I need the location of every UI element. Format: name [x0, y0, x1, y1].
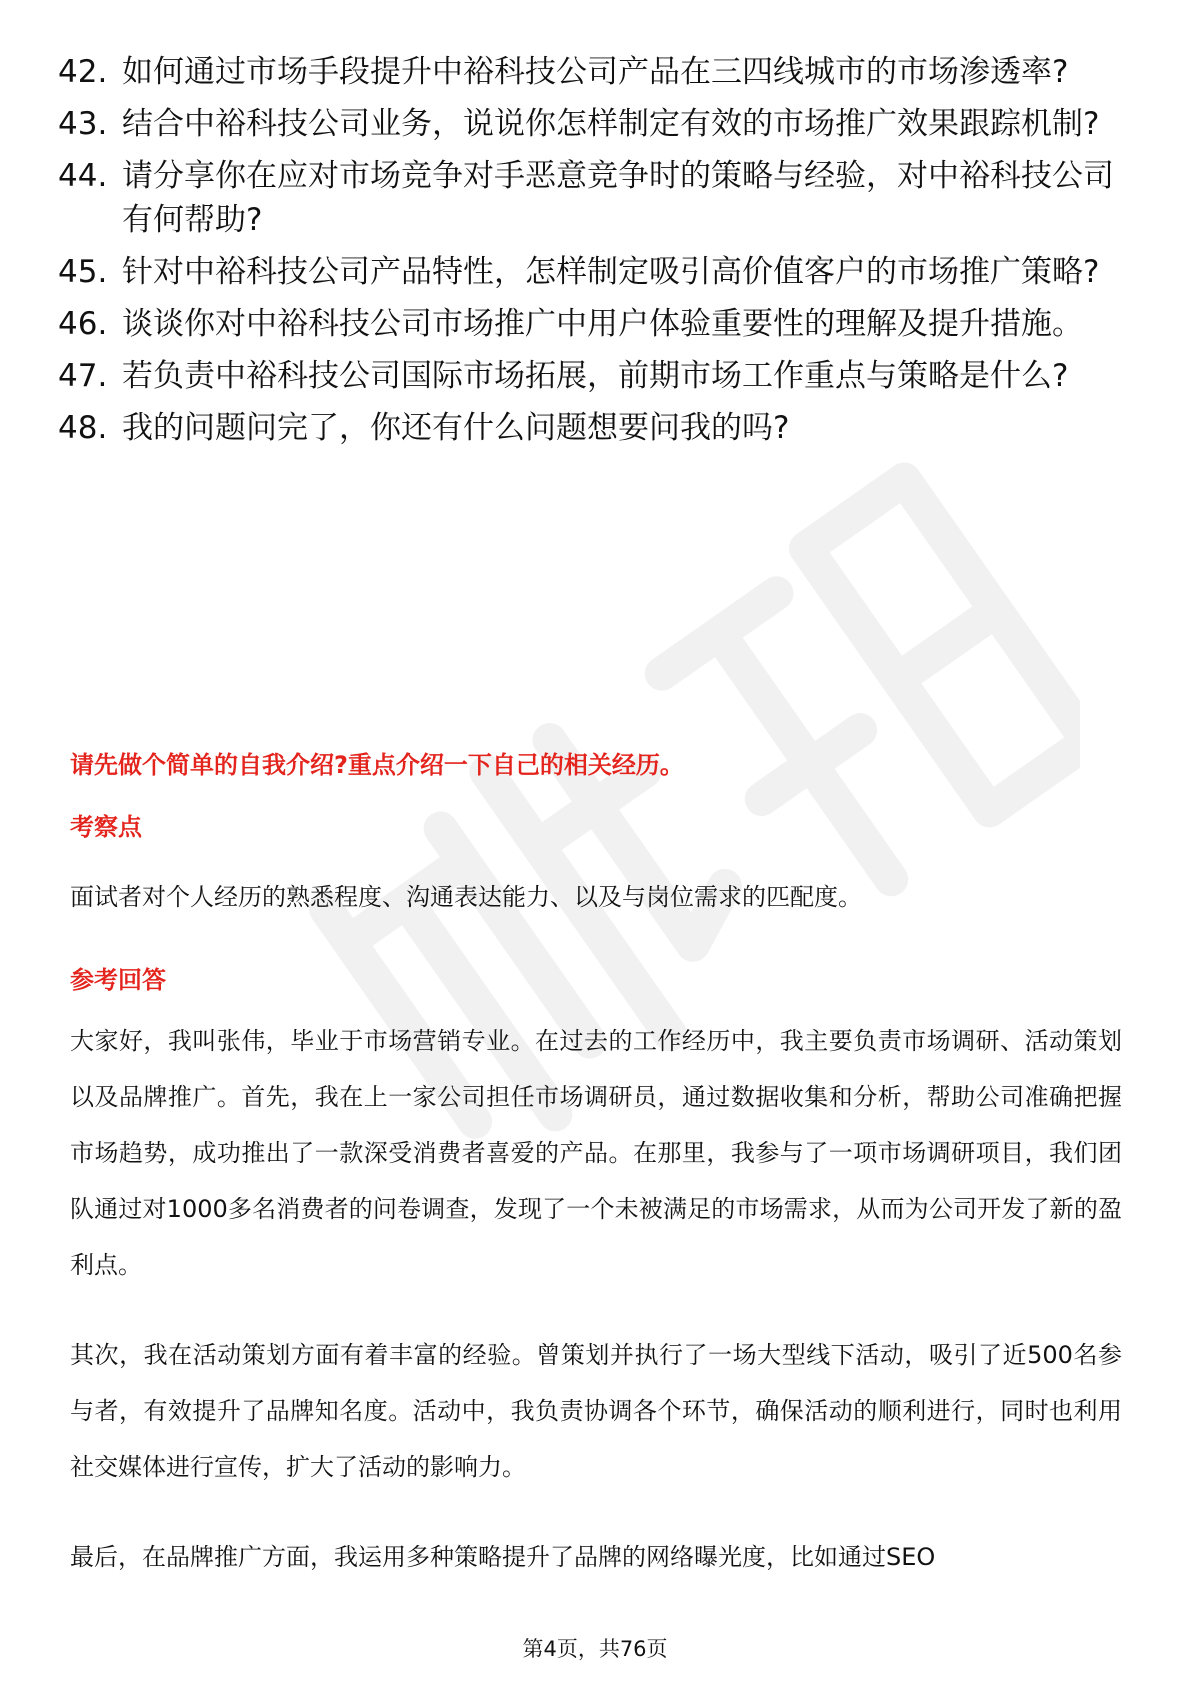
focus-text: 面试者对个人经历的熟悉程度、沟通表达能力、以及与岗位需求的匹配度。 — [70, 883, 862, 911]
question-number: 44. — [58, 158, 108, 194]
list-item — [58, 302, 1118, 346]
page-footer: 第4页，共76页 — [522, 1637, 668, 1661]
list-item — [58, 102, 1118, 146]
question-text: 我的问题问完了，你还有什么问题想要问我的吗? — [122, 410, 790, 446]
list-item — [58, 354, 1118, 398]
answer-body — [70, 1013, 1122, 1619]
focus-label: 考察点 — [70, 813, 142, 841]
list-item — [58, 154, 1118, 242]
answer-paragraph: 最后，在品牌推广方面，我运用多种策略提升了品牌的网络曝光度，比如通过SEO — [70, 1543, 936, 1571]
section-question-heading: 请先做个简单的自我介绍?重点介绍一下自己的相关经历。 — [70, 751, 684, 779]
list-item — [58, 406, 1118, 450]
list-item — [58, 50, 1118, 94]
question-number: 42. — [58, 54, 108, 90]
question-list — [58, 50, 1118, 458]
answer-paragraph: 其次，我在活动策划方面有着丰富的经验。曾策划并执行了一场大型线下活动，吸引了近500名参与者，有效提升了品牌知名度。活动中，我负责协调各个环节，确保活动的顺利进行，同时也利用社交媒体进行宣传，扩大了活动的影响力。 — [70, 1341, 1122, 1481]
question-text: 结合中裕科技公司业务，说说你怎样制定有效的市场推广效果跟踪机制? — [122, 106, 1100, 142]
question-text: 请分享你在应对市场竞争对手恶意竞争时的策略与经验，对中裕科技公司有何帮助? — [122, 158, 1114, 238]
answer-paragraph: 大家好，我叫张伟，毕业于市场营销专业。在过去的工作经历中，我主要负责市场调研、活动策划以及品牌推广。首先，我在上一家公司担任市场调研员，通过数据收集和分析，帮助公司准确把握市场趋势，成功推出了一款深受消费者喜爱的产品。在那里，我参与了一项市场调研项目，我们团队通过对1000多名消费者的问卷调查，发现了一个未被满足的市场需求，从而为公司开发了新的盈利点。 — [70, 1027, 1122, 1279]
list-item — [58, 250, 1118, 294]
question-number: 43. — [58, 106, 108, 142]
question-text: 如何通过市场手段提升中裕科技公司产品在三四线城市的市场渗透率? — [122, 54, 1069, 90]
question-number: 46. — [58, 306, 108, 342]
question-number: 48. — [58, 410, 108, 446]
question-number: 47. — [58, 358, 108, 394]
question-text: 若负责中裕科技公司国际市场拓展，前期市场工作重点与策略是什么? — [122, 358, 1069, 394]
question-text: 针对中裕科技公司产品特性，怎样制定吸引高价值客户的市场推广策略? — [122, 254, 1100, 290]
answer-label: 参考回答 — [70, 966, 166, 994]
question-number: 45. — [58, 254, 108, 290]
question-text: 谈谈你对中裕科技公司市场推广中用户体验重要性的理解及提升措施。 — [122, 306, 1083, 342]
